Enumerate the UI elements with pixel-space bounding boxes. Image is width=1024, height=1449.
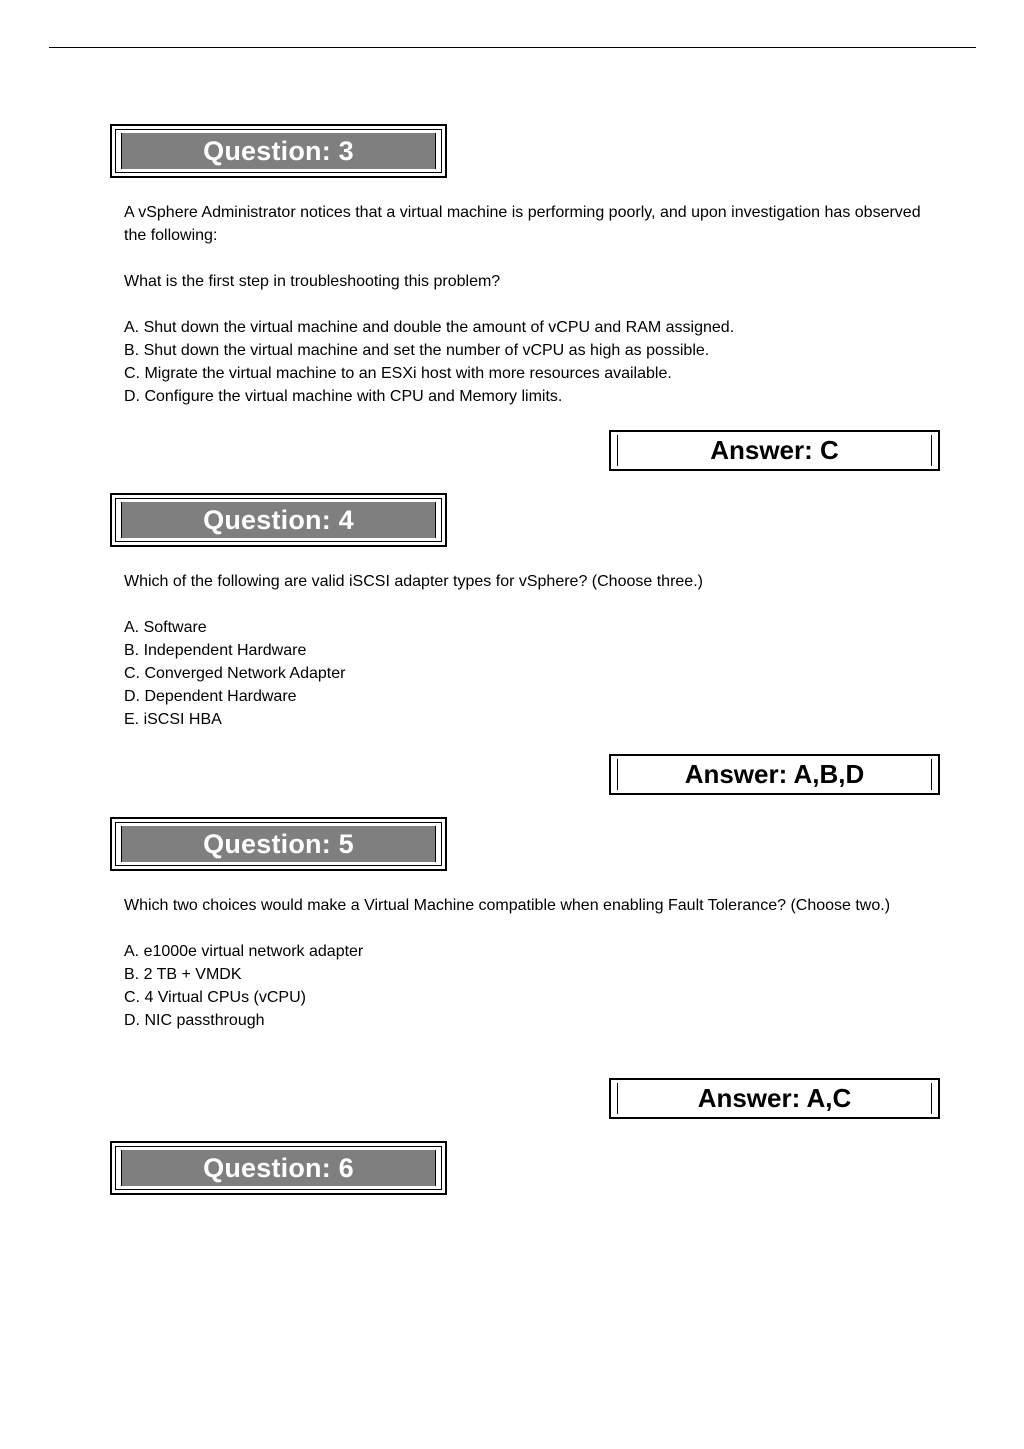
option-b: B. 2 TB + VMDK (124, 966, 242, 983)
question-title: Question: 3 (121, 133, 436, 169)
answer-label: Answer: A,B,D (684, 759, 865, 789)
top-rule (49, 47, 976, 48)
question-4-header (110, 493, 447, 547)
option-a: A. e1000e virtual network adapter (124, 943, 364, 960)
question-5-header (110, 817, 447, 871)
question-stem: A vSphere Administrator notices that a virtual machine is performing poorly, and upon investigation has observed the following: (124, 204, 921, 244)
option-e: E. iSCSI HBA (124, 711, 222, 728)
question-title: Question: 4 (121, 502, 436, 538)
question-3-answer (609, 430, 940, 471)
question-stem: Which two choices would make a Virtual Machine compatible when enabling Fault Tolerance? (Choose two.) (124, 897, 891, 914)
option-b: B. Shut down the virtual machine and set the number of vCPU as high as possible. (124, 342, 710, 359)
question-4-answer (609, 754, 940, 795)
option-d: D. NIC passthrough (124, 1012, 265, 1029)
question-prompt: What is the first step in troubleshooting this problem? (124, 273, 501, 290)
question-4-body (124, 570, 944, 731)
answer-label: Answer: A,C (697, 1083, 852, 1113)
question-6-header (110, 1141, 447, 1195)
answer-label: Answer: C (710, 435, 839, 465)
question-5-body (124, 894, 944, 1032)
question-title: Question: 5 (121, 826, 436, 862)
option-c: C. 4 Virtual CPUs (vCPU) (124, 989, 306, 1006)
option-d: D. Dependent Hardware (124, 688, 297, 705)
spacer (124, 247, 944, 270)
spacer (124, 293, 944, 316)
option-a: A. Software (124, 619, 207, 636)
question-5-answer (609, 1078, 940, 1119)
question-3-body (124, 201, 944, 408)
spacer (124, 593, 944, 616)
option-c: C. Converged Network Adapter (124, 665, 346, 682)
option-d: D. Configure the virtual machine with CPU and Memory limits. (124, 388, 563, 405)
question-stem: Which of the following are valid iSCSI adapter types for vSphere? (Choose three.) (124, 573, 703, 590)
spacer (124, 917, 944, 940)
question-3-header (110, 124, 447, 178)
option-a: A. Shut down the virtual machine and double the amount of vCPU and RAM assigned. (124, 319, 735, 336)
question-title: Question: 6 (121, 1150, 436, 1186)
option-b: B. Independent Hardware (124, 642, 307, 659)
option-c: C. Migrate the virtual machine to an ESXi host with more resources available. (124, 365, 672, 382)
